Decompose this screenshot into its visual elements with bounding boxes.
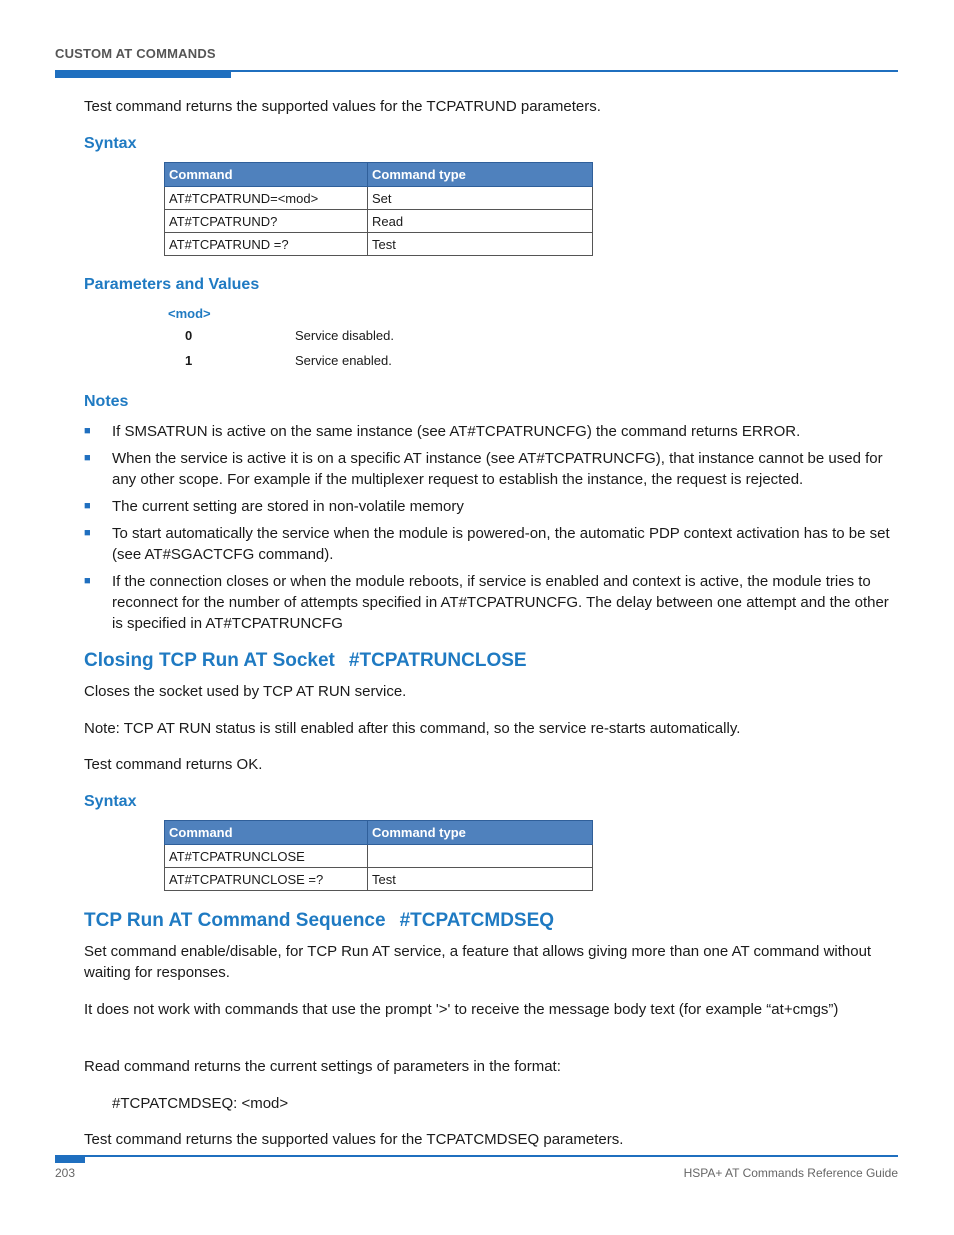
value-key: 0: [185, 328, 193, 343]
paragraph: Closes the socket used by TCP AT RUN service.: [84, 683, 407, 700]
bullet-square-icon: ■: [84, 452, 91, 464]
parameter-name: <mod>: [168, 306, 211, 321]
paragraph: It does not work with commands that use the prompt '>' to receive the message body text (for example “at+cmgs”): [84, 1001, 839, 1018]
header-rule: [231, 70, 898, 72]
list-item-text: The current setting are stored in non-volatile memory: [112, 498, 464, 515]
table-header-row: [165, 163, 593, 187]
table-row: [165, 187, 593, 210]
intro-paragraph: Test command returns the supported values for the TCPATRUND parameters.: [84, 98, 601, 115]
table-cell: Test: [368, 233, 593, 256]
syntax-heading-2: Syntax: [84, 793, 137, 810]
footer-rule: [85, 1155, 898, 1157]
bullet-square-icon: ■: [84, 500, 91, 512]
paragraph: Read command returns the current settings of parameters in the format:: [84, 1058, 561, 1075]
table-header-cell: Command: [165, 821, 368, 845]
paragraph: Set command enable/disable, for TCP Run AT service, a feature that allows giving more than one AT command without waiting for responses.: [84, 943, 872, 981]
syntax-heading-1: Syntax: [84, 135, 137, 152]
response-format: #TCPATCMDSEQ: <mod>: [112, 1095, 289, 1112]
notes-heading: Notes: [84, 393, 129, 410]
table-cell: Test: [368, 868, 593, 891]
table-cell: AT#TCPATRUND?: [165, 210, 368, 233]
paragraph: Test command returns the supported values for the TCPATCMDSEQ parameters.: [84, 1131, 624, 1148]
table-cell: Read: [368, 210, 593, 233]
table-cell: Set: [368, 187, 593, 210]
running-header: CUSTOM AT COMMANDS: [55, 46, 216, 61]
header-rule-accent: [55, 70, 231, 78]
page-number: 203: [55, 1166, 76, 1180]
table-cell: [368, 845, 593, 868]
list-item-text: If SMSATRUN is active on the same instance (see AT#TCPATRUNCFG) the command returns ERROR.: [112, 423, 801, 440]
table-cell: AT#TCPATRUNCLOSE =?: [165, 868, 368, 891]
table-header-cell: Command: [165, 163, 368, 187]
syntax-table-2: [164, 820, 593, 891]
paragraph: Test command returns OK.: [84, 756, 263, 773]
section-title: Closing TCP Run AT Socket: [84, 650, 335, 671]
list-item-text: If the connection closes or when the module reboots, if service is enabled and context is active, the module tries to reconnect for the number of attempts specified in AT#TCPATRUNCFG. The delay between one attempt and the other is specified in AT#TCPATRUNCFG: [112, 573, 889, 632]
section-title: TCP Run AT Command Sequence: [84, 910, 386, 931]
value-description: Service enabled.: [295, 353, 392, 368]
table-cell: AT#TCPATRUND=<mod>: [165, 187, 368, 210]
table-row: [165, 845, 593, 868]
list-item-text: To start automatically the service when the module is powered-on, the automatic PDP context activation has to be set (see AT#SGACTCFG command).: [112, 525, 890, 563]
syntax-table-1: [164, 162, 593, 256]
table-row: [165, 868, 593, 891]
parameters-heading: Parameters and Values: [84, 276, 260, 293]
bullet-square-icon: ■: [84, 575, 91, 587]
value-key: 1: [185, 353, 193, 368]
list-item-text: When the service is active it is on a specific AT instance (see AT#TCPATRUNCFG), that instance cannot be used for any other scope. For example if the multiplexer request to establish the instance, the request is rejected.: [112, 450, 883, 488]
table-header-cell: Command type: [368, 821, 593, 845]
document-title: HSPA+ AT Commands Reference Guide: [683, 1166, 898, 1180]
table-cell: AT#TCPATRUND =?: [165, 233, 368, 256]
section-heading-close: [84, 650, 527, 672]
value-description: Service disabled.: [295, 328, 394, 343]
footer-rule-accent: [55, 1155, 85, 1163]
table-header-cell: Command type: [368, 163, 593, 187]
table-header-row: [165, 821, 593, 845]
paragraph: Note: TCP AT RUN status is still enabled after this command, so the service re-starts automatically.: [84, 720, 741, 737]
bullet-square-icon: ■: [84, 425, 91, 437]
section-command-tag: #TCPATCMDSEQ: [399, 910, 555, 931]
section-heading-sequence: [84, 910, 554, 932]
section-command-tag: #TCPATRUNCLOSE: [348, 650, 527, 671]
bullet-square-icon: ■: [84, 527, 91, 539]
table-row: [165, 210, 593, 233]
table-row: [165, 233, 593, 256]
table-cell: AT#TCPATRUNCLOSE: [165, 845, 368, 868]
